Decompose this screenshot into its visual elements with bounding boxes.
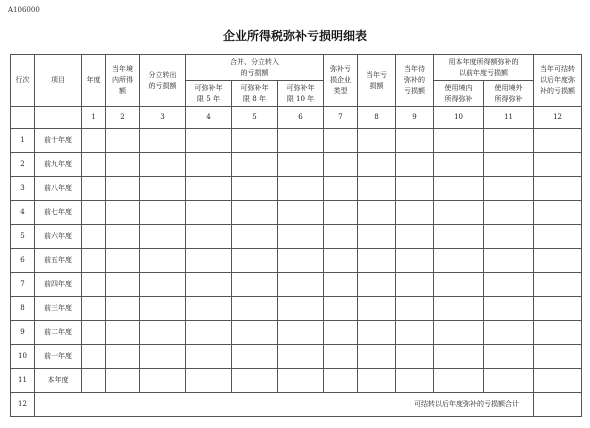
- input-cell[interactable]: [358, 321, 396, 345]
- header-merge-group: [186, 55, 324, 81]
- input-cell[interactable]: [106, 369, 140, 393]
- input-cell[interactable]: [278, 201, 324, 225]
- row-label: 前九年度: [35, 153, 82, 177]
- input-cell[interactable]: [396, 249, 434, 273]
- input-cell[interactable]: [82, 249, 106, 273]
- header-carry-forward-line: 当年可结转: [540, 65, 576, 73]
- input-cell[interactable]: [140, 225, 186, 249]
- input-cell[interactable]: [396, 177, 434, 201]
- row-label: 前十年度: [35, 129, 82, 153]
- input-cell[interactable]: [396, 369, 434, 393]
- header-loss-type-line: 类型: [333, 87, 348, 95]
- input-cell[interactable]: [324, 297, 358, 321]
- input-cell[interactable]: [484, 345, 534, 369]
- input-cell[interactable]: [534, 201, 582, 225]
- row-label: 前三年度: [35, 297, 82, 321]
- input-cell[interactable]: [534, 273, 582, 297]
- column-number: 9: [396, 107, 434, 129]
- table-row: [11, 129, 582, 153]
- input-cell[interactable]: [358, 129, 396, 153]
- header-used-foreign-line: 所得弥补: [494, 94, 523, 103]
- input-cell[interactable]: [484, 249, 534, 273]
- input-cell[interactable]: [358, 153, 396, 177]
- input-cell[interactable]: [106, 273, 140, 297]
- input-cell[interactable]: [186, 153, 232, 177]
- input-cell[interactable]: [396, 153, 434, 177]
- loss-offset-table: [10, 54, 582, 417]
- header-merge-group-line: 合并、分立转入: [230, 57, 280, 66]
- input-cell[interactable]: [324, 345, 358, 369]
- row-number: 6: [11, 249, 35, 273]
- header-used-domestic-line: 使用境内: [444, 83, 473, 92]
- input-cell[interactable]: [484, 369, 534, 393]
- input-cell[interactable]: [140, 297, 186, 321]
- header-to-be-offset: [396, 55, 434, 107]
- table-row: [11, 201, 582, 225]
- header-domestic-income: [106, 55, 140, 107]
- table-row: [11, 321, 582, 345]
- input-cell[interactable]: [534, 153, 582, 177]
- header-merge-10-line: 可弥补年: [286, 83, 315, 92]
- row-label: 前二年度: [35, 321, 82, 345]
- row-label: 前五年度: [35, 249, 82, 273]
- input-cell[interactable]: [278, 369, 324, 393]
- header-used-domestic-line: 所得弥补: [444, 94, 473, 103]
- input-cell[interactable]: [140, 321, 186, 345]
- table-row: [11, 153, 582, 177]
- table-row: [11, 249, 582, 273]
- input-cell[interactable]: [534, 321, 582, 345]
- total-row-label: 可结转以后年度弥补的亏损额合计: [35, 393, 534, 417]
- input-cell[interactable]: [358, 177, 396, 201]
- table-row: [11, 177, 582, 201]
- input-cell[interactable]: [324, 129, 358, 153]
- column-number: 11: [484, 107, 534, 129]
- input-cell[interactable]: [324, 201, 358, 225]
- input-cell[interactable]: [434, 153, 484, 177]
- input-cell[interactable]: [534, 249, 582, 273]
- column-number: 1: [82, 107, 106, 129]
- row-number: 11: [11, 369, 35, 393]
- input-cell[interactable]: [484, 177, 534, 201]
- input-cell[interactable]: [434, 345, 484, 369]
- input-cell[interactable]: [232, 153, 278, 177]
- form-code: A106000: [8, 6, 40, 14]
- input-cell[interactable]: [324, 225, 358, 249]
- input-cell[interactable]: [106, 297, 140, 321]
- input-cell[interactable]: [278, 297, 324, 321]
- input-cell[interactable]: [232, 177, 278, 201]
- input-cell[interactable]: [140, 153, 186, 177]
- row-number: 4: [11, 201, 35, 225]
- header-split-out-line: 的亏损额: [148, 81, 177, 90]
- input-cell[interactable]: [186, 297, 232, 321]
- input-cell[interactable]: [106, 129, 140, 153]
- header-to-be-offset-line: 弥补的: [404, 76, 426, 84]
- input-cell[interactable]: [186, 249, 232, 273]
- input-cell[interactable]: [140, 201, 186, 225]
- input-cell[interactable]: [278, 129, 324, 153]
- input-cell[interactable]: [140, 177, 186, 201]
- header-domestic-income-line: 内所得: [112, 76, 133, 84]
- input-cell[interactable]: [434, 369, 484, 393]
- header-current-loss-line: 损额: [369, 81, 384, 90]
- input-cell[interactable]: [82, 177, 106, 201]
- total-value-cell[interactable]: [534, 393, 582, 417]
- header-year: 年度: [82, 55, 106, 107]
- input-cell[interactable]: [106, 249, 140, 273]
- input-cell[interactable]: [82, 369, 106, 393]
- input-cell[interactable]: [106, 225, 140, 249]
- input-cell[interactable]: [82, 345, 106, 369]
- header-item: 项目: [35, 55, 82, 107]
- input-cell[interactable]: [232, 297, 278, 321]
- table-row: [11, 225, 582, 249]
- input-cell[interactable]: [140, 369, 186, 393]
- input-cell[interactable]: [140, 249, 186, 273]
- input-cell[interactable]: [82, 321, 106, 345]
- input-cell[interactable]: [82, 225, 106, 249]
- header-split-out-line: 分立转出: [148, 70, 177, 79]
- header-loss-type-line: 损企业: [330, 76, 352, 84]
- input-cell[interactable]: [324, 321, 358, 345]
- input-cell[interactable]: [324, 249, 358, 273]
- table-row: [11, 369, 582, 393]
- column-number: 6: [278, 107, 324, 129]
- input-cell[interactable]: [534, 225, 582, 249]
- input-cell[interactable]: [358, 369, 396, 393]
- row-number: 5: [11, 225, 35, 249]
- input-cell[interactable]: [82, 297, 106, 321]
- input-cell[interactable]: [186, 345, 232, 369]
- row-number: 1: [11, 129, 35, 153]
- input-cell[interactable]: [140, 273, 186, 297]
- input-cell[interactable]: [82, 201, 106, 225]
- header-split-out-loss: [140, 55, 186, 107]
- input-cell[interactable]: [106, 321, 140, 345]
- input-cell[interactable]: [324, 273, 358, 297]
- input-cell[interactable]: [278, 177, 324, 201]
- header-domestic-income-line: 额: [119, 87, 126, 95]
- input-cell[interactable]: [82, 153, 106, 177]
- input-cell[interactable]: [534, 297, 582, 321]
- input-cell[interactable]: [484, 153, 534, 177]
- header-row-no: 行次: [11, 55, 35, 107]
- header-merge-8: [232, 81, 278, 107]
- row-label: 前四年度: [35, 273, 82, 297]
- column-number: 5: [232, 107, 278, 129]
- row-label: 前六年度: [35, 225, 82, 249]
- header-merge-group-line: 的亏损额: [240, 68, 269, 77]
- input-cell[interactable]: [232, 321, 278, 345]
- header-merge-5-line: 可弥补年: [194, 83, 223, 92]
- input-cell[interactable]: [484, 273, 534, 297]
- input-cell[interactable]: [278, 273, 324, 297]
- header-current-loss: [358, 55, 396, 107]
- row-number: 8: [11, 297, 35, 321]
- header-carry-forward-line: 以后年度弥: [540, 76, 576, 84]
- row-number: 9: [11, 321, 35, 345]
- input-cell[interactable]: [278, 225, 324, 249]
- input-cell[interactable]: [186, 225, 232, 249]
- column-number: 4: [186, 107, 232, 129]
- row-label: 本年度: [35, 369, 82, 393]
- input-cell[interactable]: [434, 225, 484, 249]
- column-number: 10: [434, 107, 484, 129]
- input-cell[interactable]: [484, 225, 534, 249]
- input-cell[interactable]: [484, 201, 534, 225]
- header-used-domestic: [434, 81, 484, 107]
- row-number: 7: [11, 273, 35, 297]
- header-merge-10-line: 限 10 年: [286, 94, 315, 103]
- input-cell[interactable]: [396, 297, 434, 321]
- input-cell[interactable]: [232, 249, 278, 273]
- input-cell[interactable]: [358, 249, 396, 273]
- input-cell[interactable]: [534, 369, 582, 393]
- input-cell[interactable]: [278, 345, 324, 369]
- column-number: 2: [106, 107, 140, 129]
- input-cell[interactable]: [534, 129, 582, 153]
- header-to-be-offset-line: 当年待: [404, 65, 426, 73]
- table-row: [11, 273, 582, 297]
- input-cell[interactable]: [434, 201, 484, 225]
- column-number: 12: [534, 107, 582, 129]
- input-cell[interactable]: [358, 225, 396, 249]
- idx-blank: [11, 107, 35, 129]
- input-cell[interactable]: [140, 345, 186, 369]
- input-cell[interactable]: [186, 369, 232, 393]
- input-cell[interactable]: [396, 345, 434, 369]
- row-number: 2: [11, 153, 35, 177]
- input-cell[interactable]: [484, 129, 534, 153]
- input-cell[interactable]: [232, 225, 278, 249]
- input-cell[interactable]: [434, 273, 484, 297]
- idx-blank: [35, 107, 82, 129]
- input-cell[interactable]: [358, 345, 396, 369]
- input-cell[interactable]: [396, 321, 434, 345]
- input-cell[interactable]: [534, 345, 582, 369]
- input-cell[interactable]: [396, 129, 434, 153]
- header-used-group-line: 用本年度所得额弥补的: [448, 57, 519, 66]
- row-label: 前七年度: [35, 201, 82, 225]
- input-cell[interactable]: [232, 345, 278, 369]
- input-cell[interactable]: [358, 273, 396, 297]
- input-cell[interactable]: [278, 249, 324, 273]
- row-number: 3: [11, 177, 35, 201]
- header-merge-8-line: 可弥补年: [240, 83, 269, 92]
- header-used-group: [434, 55, 534, 81]
- header-carry-forward: [534, 55, 582, 107]
- input-cell[interactable]: [106, 153, 140, 177]
- input-cell[interactable]: [232, 129, 278, 153]
- input-cell[interactable]: [186, 177, 232, 201]
- input-cell[interactable]: [434, 321, 484, 345]
- input-cell[interactable]: [140, 129, 186, 153]
- column-number-row: [11, 107, 582, 129]
- input-cell[interactable]: [434, 249, 484, 273]
- table-row: [11, 297, 582, 321]
- input-cell[interactable]: [278, 153, 324, 177]
- input-cell[interactable]: [232, 369, 278, 393]
- input-cell[interactable]: [396, 225, 434, 249]
- input-cell[interactable]: [232, 201, 278, 225]
- header-used-foreign-line: 使用境外: [494, 83, 523, 92]
- input-cell[interactable]: [396, 201, 434, 225]
- header-domestic-income-line: 当年境: [112, 65, 133, 73]
- input-cell[interactable]: [186, 321, 232, 345]
- column-number: 8: [358, 107, 396, 129]
- column-number: 3: [140, 107, 186, 129]
- input-cell[interactable]: [396, 273, 434, 297]
- total-row: [11, 393, 582, 417]
- input-cell[interactable]: [106, 177, 140, 201]
- header-loss-type: [324, 55, 358, 107]
- input-cell[interactable]: [484, 297, 534, 321]
- header-used-foreign: [484, 81, 534, 107]
- row-label: 前八年度: [35, 177, 82, 201]
- header-merge-8-line: 限 8 年: [243, 94, 266, 103]
- column-number: 7: [324, 107, 358, 129]
- header-merge-5: [186, 81, 232, 107]
- table-row: [11, 345, 582, 369]
- input-cell[interactable]: [358, 201, 396, 225]
- input-cell[interactable]: [534, 177, 582, 201]
- input-cell[interactable]: [186, 129, 232, 153]
- input-cell[interactable]: [106, 201, 140, 225]
- input-cell[interactable]: [82, 129, 106, 153]
- header-carry-forward-line: 补的亏损额: [540, 87, 576, 95]
- input-cell[interactable]: [434, 177, 484, 201]
- input-cell[interactable]: [232, 273, 278, 297]
- header-loss-type-line: 弥补亏: [330, 65, 352, 73]
- input-cell[interactable]: [106, 345, 140, 369]
- input-cell[interactable]: [434, 297, 484, 321]
- input-cell[interactable]: [434, 129, 484, 153]
- input-cell[interactable]: [186, 201, 232, 225]
- input-cell[interactable]: [82, 273, 106, 297]
- row-label: 前一年度: [35, 345, 82, 369]
- form-title: 企业所得税弥补亏损明细表: [222, 29, 367, 43]
- header-merge-10: [278, 81, 324, 107]
- header-used-group-line: 以前年度亏损额: [459, 68, 509, 77]
- header-current-loss-line: 当年亏: [366, 70, 388, 79]
- header-to-be-offset-line: 亏损额: [404, 87, 426, 95]
- input-cell[interactable]: [324, 177, 358, 201]
- row-number: 10: [11, 345, 35, 369]
- input-cell[interactable]: [324, 369, 358, 393]
- input-cell[interactable]: [186, 273, 232, 297]
- row-number: 12: [11, 393, 35, 417]
- input-cell[interactable]: [324, 153, 358, 177]
- input-cell[interactable]: [358, 297, 396, 321]
- header-merge-5-line: 限 5 年: [197, 94, 220, 103]
- input-cell[interactable]: [484, 321, 534, 345]
- input-cell[interactable]: [278, 321, 324, 345]
